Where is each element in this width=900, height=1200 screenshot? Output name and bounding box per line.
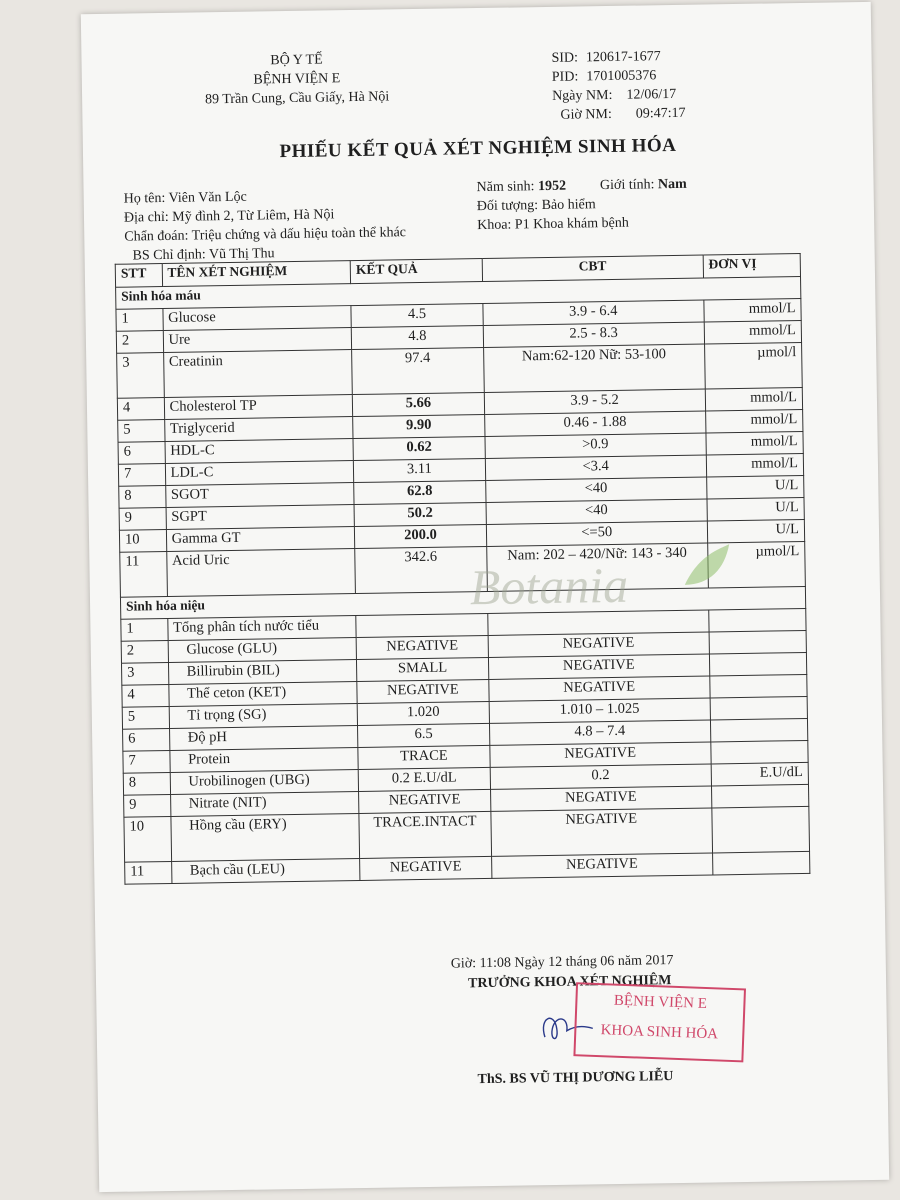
name-label: Họ tên: <box>123 190 166 207</box>
reference-cell: 3.9 - 5.2 <box>484 389 705 414</box>
stt-cell: 5 <box>118 420 165 443</box>
unit-cell: U/L <box>707 519 805 543</box>
stt-cell: 2 <box>121 640 168 663</box>
birth-label: Năm sinh: <box>476 179 535 196</box>
stt-cell: 9 <box>124 794 171 817</box>
reference-cell: 3.9 - 6.4 <box>483 300 704 325</box>
test-name-cell: Triglycerid <box>164 417 353 442</box>
stt-cell: 4 <box>117 398 164 421</box>
section-blood-label: Sinh hóa máu <box>116 277 801 310</box>
stt-cell: 5 <box>122 706 169 729</box>
time-label: Giờ NM: <box>560 106 612 123</box>
test-name-cell: Cholesterol TP <box>164 395 353 420</box>
stt-cell: 1 <box>121 618 168 641</box>
test-name-cell: Glucose <box>163 306 352 331</box>
result-cell: TRACE.INTACT <box>359 811 491 858</box>
test-name-cell: Urobilinogen (UBG) <box>170 770 359 795</box>
result-cell: 0.62 <box>353 436 485 460</box>
stt-cell: 4 <box>122 684 169 707</box>
reference-cell: <=50 <box>486 521 707 546</box>
header-test-name: TÊN XÉT NGHIỆM <box>162 261 351 287</box>
time-value: 09:47:17 <box>635 105 686 122</box>
unit-cell <box>710 740 808 764</box>
hospital-name: BỆNH VIỆN E <box>253 71 341 88</box>
test-name-cell: Thể ceton (KET) <box>168 682 357 707</box>
patient-left <box>124 185 407 265</box>
test-name-cell: Bạch cầu (LEU) <box>171 859 360 884</box>
birth-year: 1952 <box>537 178 567 195</box>
reference-cell: NEGATIVE <box>491 808 713 856</box>
header-reference: CBT <box>482 255 703 281</box>
reference-cell: <40 <box>486 499 707 524</box>
stt-cell: 11 <box>120 551 167 597</box>
unit-cell: mmol/L <box>704 299 802 323</box>
unit-cell: E.U/dL <box>711 762 809 786</box>
gender-label: Giới tính: <box>599 177 655 194</box>
unit-cell: µmol/L <box>707 541 805 588</box>
result-cell: NEGATIVE <box>357 679 489 703</box>
reference-cell: >0.9 <box>485 433 706 458</box>
signer-name: ThS. BS VŨ THỊ DƯƠNG LIỄU <box>477 1069 674 1088</box>
botania-watermark <box>459 544 740 628</box>
reference-cell: NEGATIVE <box>488 632 709 657</box>
reference-cell: NEGATIVE <box>490 742 711 767</box>
result-cell: SMALL <box>357 657 489 681</box>
sid-label: SID: <box>551 50 579 66</box>
department-label: Khoa: <box>477 217 512 234</box>
unit-cell: U/L <box>706 475 804 499</box>
gender-value: Nam <box>657 176 687 193</box>
unit-cell <box>710 718 808 742</box>
unit-cell: mmol/L <box>706 453 804 477</box>
reference-cell: 0.2 <box>490 764 711 789</box>
subject-label: Đối tượng: <box>476 198 539 215</box>
result-cell: NEGATIVE <box>356 635 488 659</box>
result-cell: 3.11 <box>353 458 485 482</box>
unit-cell <box>712 851 810 875</box>
pid-value: 1701005376 <box>586 68 657 85</box>
stt-cell: 9 <box>119 508 166 531</box>
stt-cell: 10 <box>119 530 166 553</box>
stt-cell: 10 <box>124 816 171 862</box>
stt-cell: 7 <box>123 750 170 773</box>
patient-right <box>476 175 687 235</box>
stt-cell: 8 <box>119 486 166 509</box>
test-name-cell: Glucose (GLU) <box>168 638 357 663</box>
ministry-name: BỘ Y TẾ <box>270 52 323 69</box>
header-stt: STT <box>115 264 162 288</box>
report-title: PHIẾU KẾT QUẢ XÉT NGHIỆM SINH HÓA <box>279 134 677 163</box>
result-cell: 9.90 <box>353 414 485 438</box>
address-label: Địa chỉ: <box>123 209 169 226</box>
header-unit: ĐƠN VỊ <box>703 254 801 279</box>
test-name-cell: Tỉ trọng (SG) <box>169 704 358 729</box>
doctor-label: BS Chỉ định: <box>132 247 206 264</box>
reference-cell: NEGATIVE <box>491 853 712 878</box>
unit-cell: mmol/L <box>706 431 804 455</box>
result-cell: TRACE <box>358 745 490 769</box>
result-cell: 4.5 <box>351 304 483 328</box>
pid-label: PID: <box>551 69 579 85</box>
test-name-cell: Tổng phân tích nước tiểu <box>167 616 356 641</box>
result-cell: 342.6 <box>355 546 487 593</box>
reference-cell: 0.46 - 1.88 <box>484 411 705 436</box>
stamp-line2: KHOA SINH HÓA <box>600 1022 719 1043</box>
result-cell: NEGATIVE <box>359 789 491 813</box>
diagnosis-label: Chẩn đoán: <box>124 228 189 245</box>
head-of-lab-title: TRƯỞNG KHOA XÉT NGHIỆM <box>467 973 672 992</box>
stt-cell: 3 <box>117 353 164 399</box>
patient-diagnosis: Triệu chứng và dấu hiệu toàn thể khác <box>191 225 407 244</box>
unit-cell: mmol/L <box>705 387 803 411</box>
unit-cell <box>711 784 809 808</box>
stt-cell: 6 <box>123 728 170 751</box>
subject-value: Bảo hiểm <box>541 197 596 214</box>
test-name-cell: Độ pH <box>169 726 358 751</box>
result-cell: 6.5 <box>358 723 490 747</box>
reference-cell: <40 <box>485 477 706 502</box>
result-cell: 1.020 <box>357 701 489 725</box>
department-value: P1 Khoa khám bệnh <box>514 215 629 233</box>
department-stamp <box>573 982 746 1062</box>
stt-cell: 11 <box>125 861 172 884</box>
lab-report-sheet <box>81 2 889 1192</box>
test-name-cell: Hồng cầu (ERY) <box>171 814 360 862</box>
reference-cell: NEGATIVE <box>488 654 709 679</box>
test-name-cell: Ure <box>163 328 352 353</box>
test-name-cell: Protein <box>169 748 358 773</box>
result-cell: 4.8 <box>351 325 483 349</box>
unit-cell <box>712 806 810 853</box>
patient-name: Viên Văn Lộc <box>168 189 247 206</box>
sid-value: 120617-1677 <box>585 49 661 66</box>
reference-cell: 1.010 – 1.025 <box>489 698 710 723</box>
unit-cell: mmol/L <box>705 409 803 433</box>
result-cell: 0.2 E.U/dL <box>358 767 490 791</box>
stamp-line1: BỆNH VIỆN E <box>613 992 708 1013</box>
reference-cell: Nam:62-120 Nữ: 53-100 <box>483 344 705 392</box>
ordering-doctor: Vũ Thị Thu <box>208 246 275 263</box>
stt-cell: 6 <box>118 442 165 465</box>
report-datetime: Giờ: 11:08 Ngày 12 tháng 06 năm 2017 <box>450 953 674 972</box>
reference-cell: <3.4 <box>485 455 706 480</box>
result-cell: 97.4 <box>352 347 484 394</box>
result-cell: 62.8 <box>354 480 486 504</box>
unit-cell <box>709 630 807 654</box>
reference-cell: NEGATIVE <box>490 786 711 811</box>
stt-cell: 1 <box>116 309 163 332</box>
hospital-header <box>176 49 417 110</box>
test-name-cell: SGOT <box>165 483 354 508</box>
reference-cell: Nam: 202 – 420/Nữ: 143 - 340 <box>487 543 709 591</box>
unit-cell <box>710 696 808 720</box>
hospital-address: 89 Trần Cung, Cầu Giấy, Hà Nội <box>204 89 390 108</box>
sample-ids <box>551 47 685 125</box>
test-name-cell: HDL-C <box>165 439 354 464</box>
patient-address: Mỹ đình 2, Từ Liêm, Hà Nội <box>172 207 335 225</box>
unit-cell <box>709 674 807 698</box>
unit-cell: U/L <box>707 497 805 521</box>
watermark-text: Botania <box>469 556 629 616</box>
test-name-cell: Acid Uric <box>166 549 355 597</box>
reference-cell: 2.5 - 8.3 <box>483 322 704 347</box>
unit-cell: µmol/l <box>704 342 802 389</box>
result-cell: 200.0 <box>354 524 486 548</box>
test-name-cell: SGPT <box>166 505 355 530</box>
stt-cell: 7 <box>118 464 165 487</box>
test-name-cell: Creatinin <box>163 350 352 398</box>
stt-cell: 3 <box>121 662 168 685</box>
date-label: Ngày NM: <box>552 87 613 104</box>
test-name-cell: Billirubin (BIL) <box>168 660 357 685</box>
reference-cell: 4.8 – 7.4 <box>489 720 710 745</box>
stt-cell: 8 <box>123 772 170 795</box>
date-value: 12/06/17 <box>626 86 677 103</box>
leaf-icon <box>684 544 730 585</box>
section-urine-label: Sinh hóa niệu <box>120 586 805 619</box>
test-name-cell: Gamma GT <box>166 527 355 552</box>
result-cell: 50.2 <box>354 502 486 526</box>
unit-cell: mmol/L <box>704 320 802 344</box>
result-cell: 5.66 <box>352 392 484 416</box>
test-name-cell: Nitrate (NIT) <box>170 792 359 817</box>
result-cell: NEGATIVE <box>360 856 492 880</box>
test-name-cell: LDL-C <box>165 461 354 486</box>
header-result: KẾT QUẢ <box>350 259 482 284</box>
unit-cell <box>709 652 807 676</box>
reference-cell: NEGATIVE <box>489 676 710 701</box>
stt-cell: 2 <box>116 331 163 354</box>
